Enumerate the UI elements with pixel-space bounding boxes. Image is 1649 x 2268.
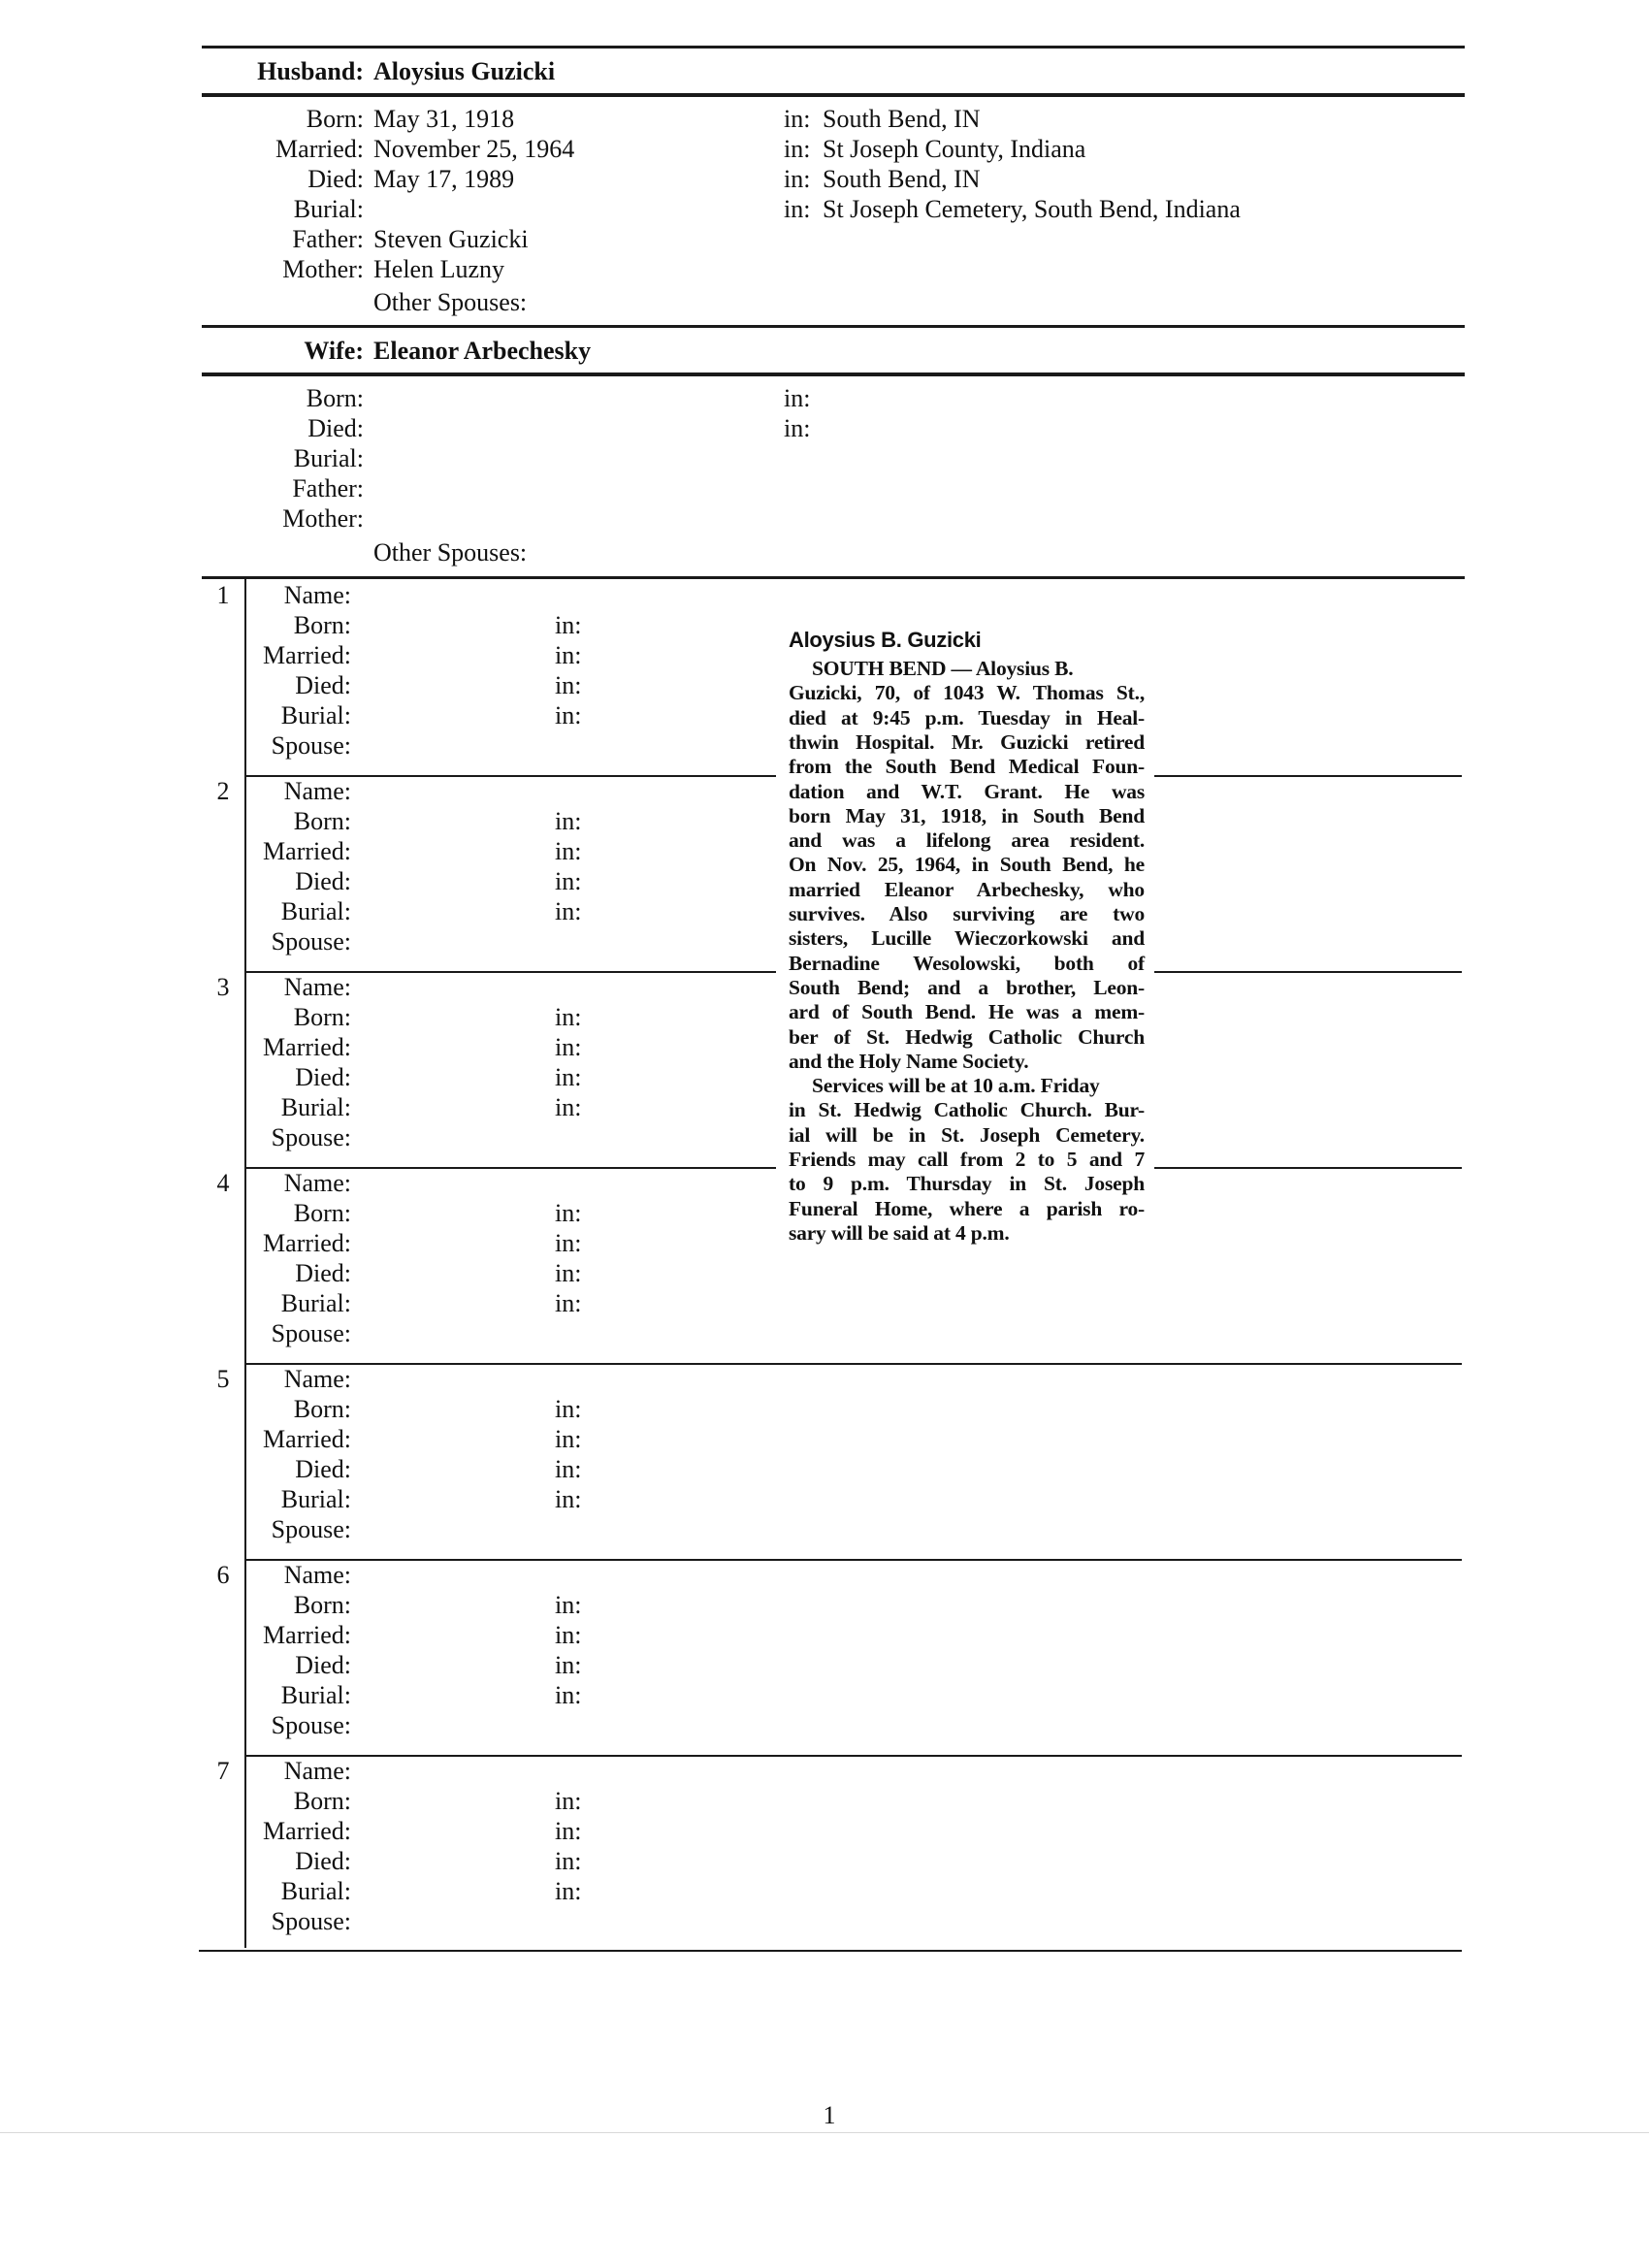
husband-row-label: Father:	[292, 225, 364, 253]
child-spouse-label: Spouse:	[271, 1515, 351, 1543]
wife-name: Eleanor Arbechesky	[373, 337, 592, 365]
child-in-label: in:	[555, 1621, 582, 1649]
husband-row-label: Burial:	[293, 195, 364, 223]
child-died-label: Died:	[295, 867, 351, 895]
child-in-label: in:	[555, 1651, 582, 1679]
husband-other-spouses-label: Other Spouses:	[373, 288, 528, 316]
obituary-line: Guzicki, 70, of 1043 W. Thomas St.,	[789, 681, 1145, 705]
child-in-label: in:	[555, 807, 582, 835]
child-in-label: in:	[555, 1289, 582, 1317]
obituary-line: dation and W.T. Grant. He was	[789, 779, 1145, 803]
child-in-label: in:	[555, 701, 582, 729]
child-separator	[244, 1363, 1462, 1365]
child-name-label: Name:	[283, 1757, 351, 1785]
child-in-label: in:	[555, 1229, 582, 1257]
husband-name: Aloysius Guzicki	[373, 57, 556, 85]
child-number: 3	[216, 973, 230, 1001]
husband-row-place: South Bend, IN	[823, 105, 981, 133]
wife-row-in-label: in:	[784, 384, 811, 412]
child-burial-label: Burial:	[280, 1485, 351, 1513]
wife-row-label: Burial:	[293, 444, 364, 472]
obituary-line: and was a lifelong area resident.	[789, 828, 1145, 853]
child-married-label: Married:	[263, 1817, 351, 1845]
child-spouse-label: Spouse:	[271, 1907, 351, 1935]
wife-other-spouses-label: Other Spouses:	[373, 538, 528, 567]
wife-row-label: Died:	[307, 414, 364, 442]
husband-row-value: May 31, 1918	[373, 105, 515, 133]
child-spouse-label: Spouse:	[271, 731, 351, 760]
wife-header-rule	[202, 373, 1465, 376]
child-married-label: Married:	[263, 1229, 351, 1257]
wife-row-label: Mother:	[282, 504, 364, 533]
child-number: 2	[216, 777, 230, 805]
obituary-title: Aloysius B. Guzicki	[789, 628, 982, 652]
obituary-line: SOUTH BEND — Aloysius B.	[812, 657, 1074, 680]
child-in-label: in:	[555, 1395, 582, 1423]
child-married-label: Married:	[263, 1621, 351, 1649]
child-in-label: in:	[555, 837, 582, 865]
husband-row-label: Died:	[307, 165, 364, 193]
obituary-line: and the Holy Name Society.	[789, 1049, 1029, 1073]
child-in-label: in:	[555, 1485, 582, 1513]
obituary-line: sary will be said at 4 p.m.	[789, 1220, 1010, 1245]
husband-row-in-label: in:	[784, 165, 811, 193]
children-top-rule	[202, 576, 1465, 579]
child-in-label: in:	[555, 671, 582, 699]
husband-row-in-label: in:	[784, 195, 811, 223]
child-number: 4	[216, 1169, 230, 1197]
child-spouse-label: Spouse:	[271, 1319, 351, 1347]
husband-row-label: Born:	[306, 105, 364, 133]
child-born-label: Born:	[293, 1199, 351, 1227]
child-born-label: Born:	[293, 1395, 351, 1423]
obituary-line: married Eleanor Arbechesky, who	[789, 877, 1145, 901]
child-name-label: Name:	[283, 1169, 351, 1197]
child-married-label: Married:	[263, 641, 351, 669]
child-burial-label: Burial:	[280, 1877, 351, 1905]
child-burial-label: Burial:	[280, 897, 351, 925]
child-born-label: Born:	[293, 1591, 351, 1619]
child-married-label: Married:	[263, 1033, 351, 1061]
child-in-label: in:	[555, 1033, 582, 1061]
child-separator	[244, 1755, 1462, 1757]
child-died-label: Died:	[295, 671, 351, 699]
husband-row-place: St Joseph Cemetery, South Bend, Indiana	[823, 195, 1241, 223]
child-in-label: in:	[555, 641, 582, 669]
child-in-label: in:	[555, 1817, 582, 1845]
obituary-line: South Bend; and a brother, Leon-	[789, 975, 1145, 999]
child-born-label: Born:	[293, 611, 351, 639]
husband-row-label: Married:	[275, 135, 364, 163]
child-in-label: in:	[555, 1591, 582, 1619]
child-number: 7	[216, 1757, 230, 1785]
child-in-label: in:	[555, 611, 582, 639]
page-number: 1	[823, 2101, 836, 2129]
children-bottom-rule	[199, 1950, 1462, 1952]
child-name-label: Name:	[283, 973, 351, 1001]
child-name-label: Name:	[283, 1365, 351, 1393]
husband-row-place: St Joseph County, Indiana	[823, 135, 1086, 163]
obituary-line: died at 9:45 p.m. Tuesday in Heal-	[789, 705, 1145, 729]
child-spouse-label: Spouse:	[271, 1123, 351, 1151]
child-married-label: Married:	[263, 1425, 351, 1453]
child-died-label: Died:	[295, 1651, 351, 1679]
child-burial-label: Burial:	[280, 1093, 351, 1121]
child-in-label: in:	[555, 1003, 582, 1031]
footer-rule	[0, 2132, 1649, 2133]
child-name-label: Name:	[283, 581, 351, 609]
child-spouse-label: Spouse:	[271, 1711, 351, 1739]
obituary-line: to 9 p.m. Thursday in St. Joseph	[789, 1172, 1145, 1196]
husband-row-value: November 25, 1964	[373, 135, 575, 163]
top-rule	[202, 46, 1465, 49]
obituary-line: born May 31, 1918, in South Bend	[789, 803, 1145, 827]
husband-header-label: Husband:	[257, 57, 364, 85]
husband-row-label: Mother:	[282, 255, 364, 283]
wife-row-label: Born:	[306, 384, 364, 412]
child-died-label: Died:	[295, 1455, 351, 1483]
child-born-label: Born:	[293, 1003, 351, 1031]
obituary-line: from the South Bend Medical Foun-	[789, 755, 1145, 779]
husband-row-in-label: in:	[784, 105, 811, 133]
child-in-label: in:	[555, 1455, 582, 1483]
child-died-label: Died:	[295, 1063, 351, 1091]
obituary-line: Funeral Home, where a parish ro-	[789, 1196, 1145, 1220]
husband-row-in-label: in:	[784, 135, 811, 163]
child-in-label: in:	[555, 1259, 582, 1287]
child-spouse-label: Spouse:	[271, 927, 351, 956]
child-in-label: in:	[555, 1787, 582, 1815]
husband-row-value: May 17, 1989	[373, 165, 515, 193]
obituary-line: thwin Hospital. Mr. Guzicki retired	[789, 729, 1145, 754]
obituary-line: Services will be at 10 a.m. Friday	[812, 1074, 1100, 1098]
child-separator	[244, 1559, 1462, 1561]
husband-header-rule	[202, 93, 1465, 97]
child-died-label: Died:	[295, 1847, 351, 1875]
obituary-line: On Nov. 25, 1964, in South Bend, he	[789, 853, 1145, 877]
child-number: 5	[216, 1365, 230, 1393]
child-number: 1	[216, 581, 230, 609]
child-in-label: in:	[555, 1093, 582, 1121]
obituary-line: Bernadine Wesolowski, both of	[789, 951, 1145, 975]
child-burial-label: Burial:	[280, 1289, 351, 1317]
child-burial-label: Burial:	[280, 701, 351, 729]
husband-row-place: South Bend, IN	[823, 165, 981, 193]
child-in-label: in:	[555, 1681, 582, 1709]
obituary-line: Friends may call from 2 to 5 and 7	[789, 1148, 1145, 1171]
wife-row-in-label: in:	[784, 414, 811, 442]
child-name-label: Name:	[283, 1561, 351, 1589]
obituary-line: ard of South Bend. He was a mem-	[789, 1000, 1145, 1024]
child-in-label: in:	[555, 1847, 582, 1875]
obituary-line: in St. Hedwig Catholic Church. Bur-	[789, 1098, 1145, 1122]
child-born-label: Born:	[293, 1787, 351, 1815]
obituary-line: sisters, Lucille Wieczorkowski and	[789, 926, 1145, 951]
child-in-label: in:	[555, 1063, 582, 1091]
child-burial-label: Burial:	[280, 1681, 351, 1709]
child-in-label: in:	[555, 1199, 582, 1227]
child-died-label: Died:	[295, 1259, 351, 1287]
wife-header-label: Wife:	[304, 337, 364, 365]
child-born-label: Born:	[293, 807, 351, 835]
child-in-label: in:	[555, 1877, 582, 1905]
child-number: 6	[216, 1561, 230, 1589]
child-in-label: in:	[555, 897, 582, 925]
husband-row-value: Helen Luzny	[373, 255, 505, 283]
obituary-line: ial will be in St. Joseph Cemetery.	[789, 1122, 1145, 1147]
obituary-line: survives. Also surviving are two	[789, 902, 1145, 925]
obituary-line: ber of St. Hedwig Catholic Church	[789, 1024, 1145, 1049]
child-married-label: Married:	[263, 837, 351, 865]
child-in-label: in:	[555, 1425, 582, 1453]
child-name-label: Name:	[283, 777, 351, 805]
wife-top-rule	[202, 325, 1465, 328]
wife-row-label: Father:	[292, 474, 364, 502]
husband-row-value: Steven Guzicki	[373, 225, 529, 253]
obituary-clipping	[776, 621, 1154, 1271]
child-in-label: in:	[555, 867, 582, 895]
